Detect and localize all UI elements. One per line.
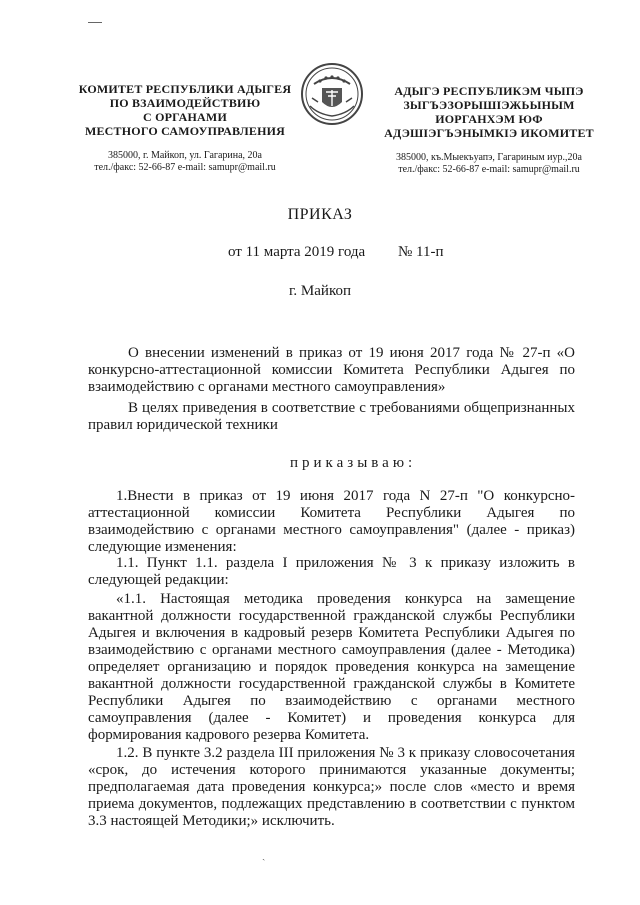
order-date: от 11 марта 2019 года bbox=[228, 244, 366, 260]
right-address bbox=[378, 152, 600, 176]
scan-artifact bbox=[88, 22, 102, 23]
order-title: ПРИКАЗ bbox=[287, 206, 353, 223]
item-1-1: 1.1. Пункт 1.1. раздела I приложения № 3 к приказу изложить в следующей редакции: bbox=[88, 555, 575, 588]
order-number: № 11-п bbox=[398, 244, 444, 260]
order-command-word: приказываю: bbox=[290, 455, 417, 471]
item-1: 1.Внести в приказ от 19 июня 2017 года N 27-п "О конкурсно-аттестационной комиссии Комитета Республики Адыгея по взаимодействию с органами местного самоуправления" (далее - приказ) следующие изменения: bbox=[88, 488, 575, 555]
left-address-line-2: тел./факс: 52-66-87 e-mail: samupr@mail.ru bbox=[94, 162, 276, 173]
order-purpose: В целях приведения в соответствие с требованиями общепризнанных правил юридической техники bbox=[88, 400, 575, 433]
right-address-line-2: тел./факс: 52-66-87 e-mail: samupr@mail.ru bbox=[398, 164, 580, 175]
order-city: г. Майкоп bbox=[288, 283, 352, 299]
right-address-line-1: 385000, къ.Мыекъуапэ, Гагариным иур.,20а bbox=[396, 152, 582, 163]
left-org-line-2: ПО ВЗАИМОДЕЙСТВИЮ bbox=[109, 96, 261, 110]
right-org-line-1: АДЫГЭ РЕСПУБЛИКЭМ ЧЫПЭ bbox=[394, 84, 584, 98]
right-org-line-3: ИОРГАНХЭМ ЮФ bbox=[435, 112, 543, 126]
item-1-1-text: «1.1. Настоящая методика проведения конкурса на замещение вакантной должности государственной гражданской службы Республики Адыгея и включения в кадровый резерв Комитета Республики Адыгея по взаимодействию с органами местного самоуправления (далее - Методика) определяет организацию и порядок проведения конкурса на замещение вакантной должности государственной гражданской службы в Комитете Республики Адыгея по взаимодействию с органами местного самоуправления (далее - Комитет) и проведения конкурса для формирования кадрового резерва Комитета. bbox=[88, 591, 575, 743]
left-org-line-4: МЕСТНОГО САМОУПРАВЛЕНИЯ bbox=[84, 124, 286, 138]
order-subject: О внесении изменений в приказ от 19 июня 2017 года № 27-п «О конкурсно-аттестационной комиссии Комитета Республики Адыгея по взаимодействию с органами местного самоуправления» bbox=[88, 345, 575, 395]
header-right-org bbox=[378, 84, 600, 176]
scan-speck: ˎ bbox=[262, 850, 266, 861]
left-org-line-3: С ОРГАНАМИ bbox=[143, 110, 227, 124]
item-1-2: 1.2. В пункте 3.2 раздела III приложения № 3 к приказу словосочетания «срок, до истечения которого принимаются указанные документы; предполагаемая дата проведения конкурса;» после слов «место и время приема документов, подлежащих представлению в соответствии с пунктом 3.3 настоящей Методики;» исключить. bbox=[88, 745, 575, 829]
left-address bbox=[70, 150, 300, 174]
header-left-org bbox=[70, 82, 300, 174]
right-org-line-2: ЗЫГЪЭЗОРЫШІЭЖЬЫНЫМ bbox=[403, 98, 575, 112]
right-org-line-4: АДЭШІЭГЪЭНЫМКІЭ ИКОМИТЕТ bbox=[384, 126, 594, 140]
adygea-coat-of-arms-icon bbox=[300, 62, 364, 126]
left-org-line-1: КОМИТЕТ РЕСПУБЛИКИ АДЫГЕЯ bbox=[78, 82, 292, 96]
left-address-line-1: 385000, г. Майкоп, ул. Гагарина, 20а bbox=[108, 150, 262, 161]
